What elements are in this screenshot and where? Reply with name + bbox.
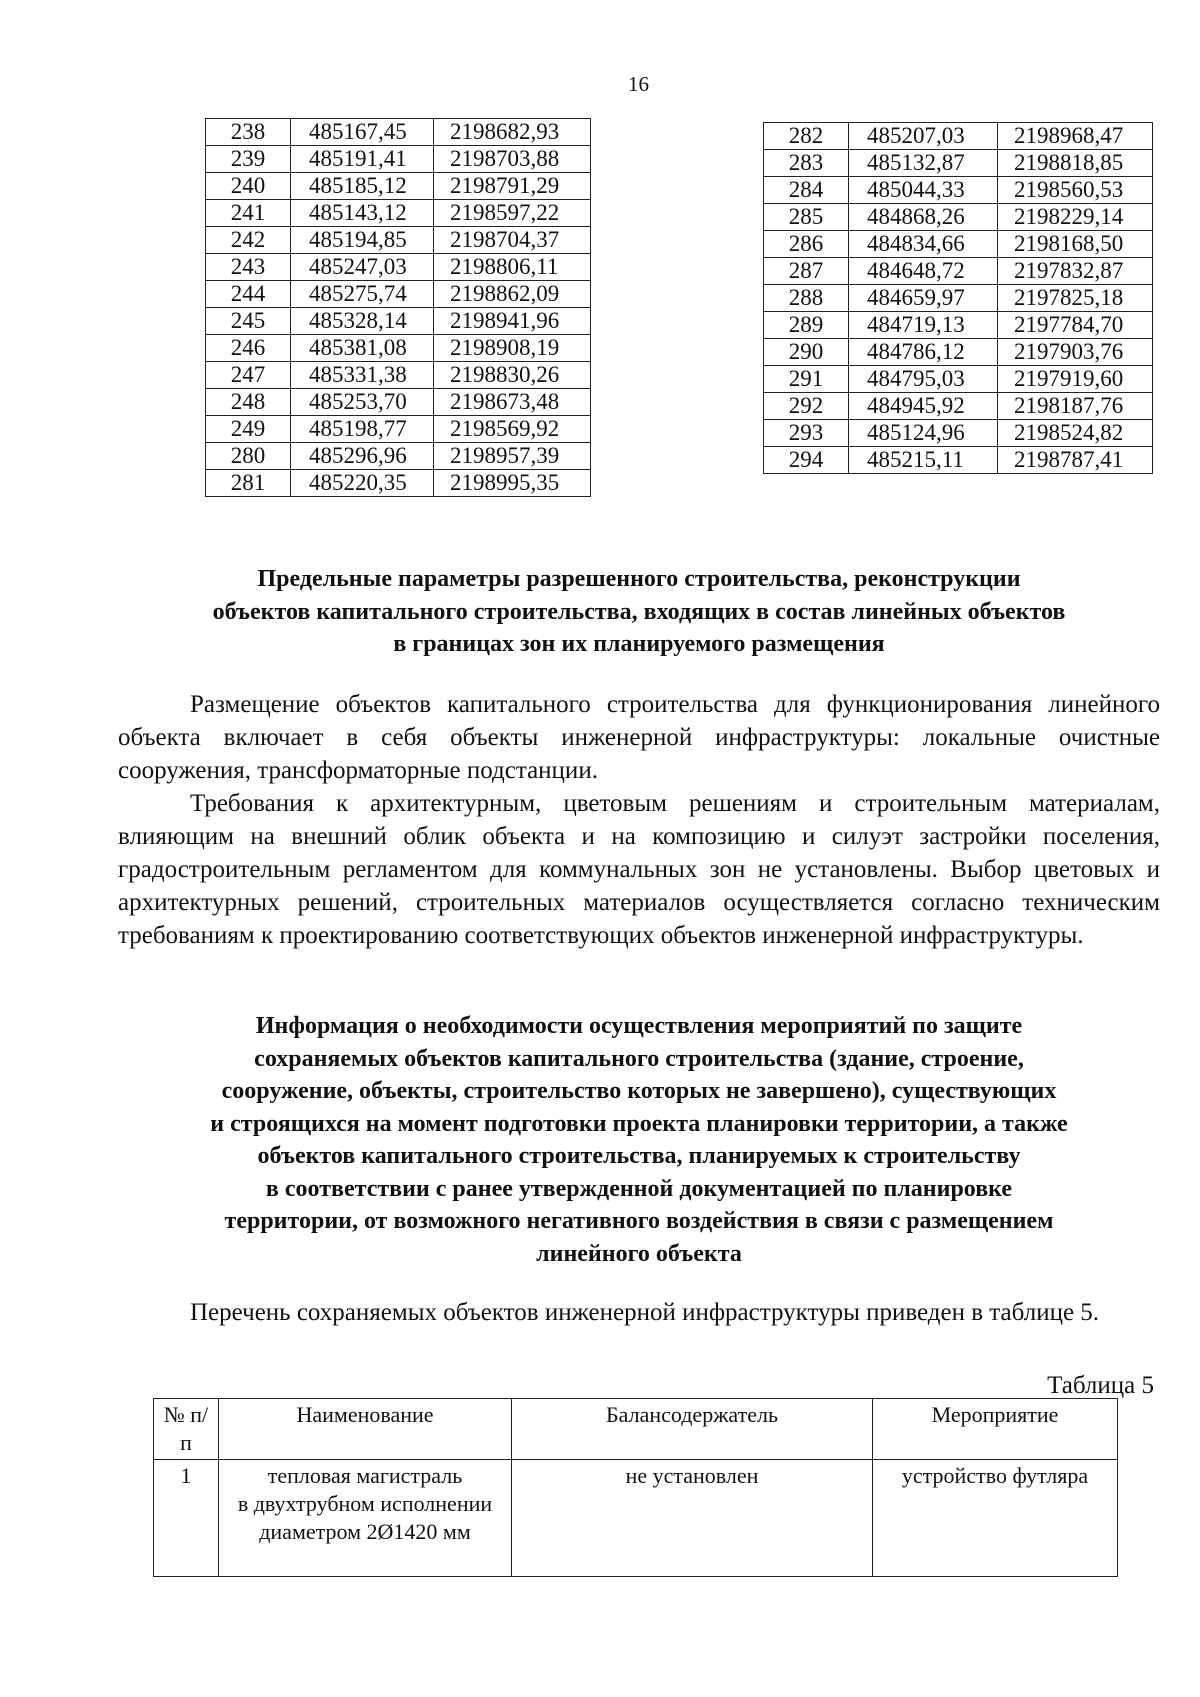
cell-name-line: диаметром 2Ø1420 мм xyxy=(259,1519,471,1544)
point-number: 280 xyxy=(206,443,291,470)
point-number: 284 xyxy=(764,177,849,204)
coordinate-row xyxy=(764,420,1153,447)
coordinate-y: 2198908,19 xyxy=(434,335,591,362)
coordinate-row xyxy=(764,177,1153,204)
coordinate-x: 484945,92 xyxy=(849,393,998,420)
coordinate-row xyxy=(764,366,1153,393)
coordinate-row xyxy=(206,200,591,227)
coordinate-y: 2198941,96 xyxy=(434,308,591,335)
point-number: 288 xyxy=(764,285,849,312)
coordinate-x: 485247,03 xyxy=(291,254,434,281)
coordinate-y: 2198703,88 xyxy=(434,146,591,173)
heading-line: сохраняемых объектов капитального строительства (здание, строение, xyxy=(254,1045,1024,1072)
point-number: 243 xyxy=(206,254,291,281)
paragraph-placement: Размещение объектов капитального строительства для функционирования линейного объекта включает в себя объекты инженерной инфраструктуры: локальные очистные сооружения, трансформаторные подстанции. xyxy=(118,691,1160,784)
coordinate-x: 485044,33 xyxy=(849,177,998,204)
coordinate-y: 2198682,93 xyxy=(434,119,591,146)
heading-line: объектов капитального строительства, планируемых к строительству xyxy=(257,1143,1021,1169)
heading-line: Предельные параметры разрешенного строительства, реконструкции xyxy=(257,566,1021,592)
cell-name xyxy=(219,1460,512,1577)
table-5 xyxy=(153,1398,1118,1577)
point-number: 245 xyxy=(206,308,291,335)
section-heading-parameters xyxy=(110,563,1168,661)
heading-line: в соответствии с ранее утвержденной документацией по планировке xyxy=(265,1175,1013,1202)
coordinate-x: 485194,85 xyxy=(291,227,434,254)
point-number: 291 xyxy=(764,366,849,393)
coordinate-y: 2198704,37 xyxy=(434,227,591,254)
coordinate-y: 2198995,35 xyxy=(434,470,591,497)
coordinate-x: 485198,77 xyxy=(291,416,434,443)
point-number: 285 xyxy=(764,204,849,231)
coordinate-row xyxy=(764,339,1153,366)
coordinate-row xyxy=(206,443,591,470)
coordinate-y: 2198787,41 xyxy=(998,447,1153,474)
coordinate-x: 485124,96 xyxy=(849,420,998,447)
heading-line: объектов капитального строительства, входящих в состав линейных объектов xyxy=(212,598,1066,625)
coordinate-y: 2197784,70 xyxy=(998,312,1153,339)
header-number: № п/п xyxy=(154,1399,219,1460)
coordinate-x: 485132,87 xyxy=(849,150,998,177)
coordinate-row xyxy=(764,150,1153,177)
cell-holder: не установлен xyxy=(512,1460,873,1577)
point-number: 249 xyxy=(206,416,291,443)
coordinate-x: 485328,14 xyxy=(291,308,434,335)
coordinate-y: 2198187,76 xyxy=(998,393,1153,420)
paragraph-requirements: Требования к архитектурным, цветовым решениям и строительным материалам, влияющим на внешний облик объекта и на композицию и силуэт застройки поселения, градостроительным регламентом для коммунальных зон не установлены. Выбор цветовых и архитектурных решений, строительных материалов осуществляется согласно техническим требованиям к проектированию соответствующих объектов инженерной инфраструктуры. xyxy=(118,790,1160,949)
coordinates-table-right xyxy=(763,122,1153,474)
coordinate-row xyxy=(764,204,1153,231)
table-caption: Таблица 5 xyxy=(1047,1372,1154,1399)
coordinate-x: 485220,35 xyxy=(291,470,434,497)
coordinate-y: 2197919,60 xyxy=(998,366,1153,393)
coordinate-y: 2198673,48 xyxy=(434,389,591,416)
coordinate-row xyxy=(764,393,1153,420)
coordinate-row xyxy=(206,119,591,146)
heading-line: и строящихся на момент подготовки проекта планировки территории, а также xyxy=(210,1110,1068,1137)
coordinate-x: 485191,41 xyxy=(291,146,434,173)
table-row xyxy=(154,1460,1118,1577)
heading-line: Информация о необходимости осуществления мероприятий по защите xyxy=(255,1013,1023,1039)
coordinate-y: 2198229,14 xyxy=(998,204,1153,231)
coordinate-row xyxy=(206,389,591,416)
coordinate-y: 2198957,39 xyxy=(434,443,591,470)
point-number: 248 xyxy=(206,389,291,416)
coordinate-y: 2198524,82 xyxy=(998,420,1153,447)
coordinate-row xyxy=(206,416,591,443)
coordinate-x: 485275,74 xyxy=(291,281,434,308)
coordinate-x: 485296,96 xyxy=(291,443,434,470)
header-measure: Мероприятие xyxy=(873,1399,1118,1460)
cell-name-line: тепловая магистраль xyxy=(267,1463,463,1488)
coordinate-row xyxy=(206,173,591,200)
coordinate-row xyxy=(206,470,591,497)
point-number: 292 xyxy=(764,393,849,420)
heading-line: линейного объекта xyxy=(536,1240,742,1267)
heading-line: сооружение, объекты, строительство которых не завершено), существующих xyxy=(221,1078,1057,1104)
header-name: Наименование xyxy=(219,1399,512,1460)
coordinate-x: 485253,70 xyxy=(291,389,434,416)
coordinate-row xyxy=(206,362,591,389)
coordinate-y: 2198791,29 xyxy=(434,173,591,200)
coordinate-y: 2198560,53 xyxy=(998,177,1153,204)
point-number: 290 xyxy=(764,339,849,366)
coordinate-x: 484648,72 xyxy=(849,258,998,285)
coordinate-x: 484868,26 xyxy=(849,204,998,231)
header-holder: Балансодержатель xyxy=(512,1399,873,1460)
coordinate-y: 2198168,50 xyxy=(998,231,1153,258)
coordinate-x: 485207,03 xyxy=(849,123,998,150)
cell-name-line: в двухтрубном исполнении xyxy=(237,1491,493,1516)
point-number: 293 xyxy=(764,420,849,447)
coordinate-y: 2198862,09 xyxy=(434,281,591,308)
coordinate-row xyxy=(206,254,591,281)
coordinate-row xyxy=(206,281,591,308)
point-number: 281 xyxy=(206,470,291,497)
coordinate-x: 484786,12 xyxy=(849,339,998,366)
coordinate-y: 2198597,22 xyxy=(434,200,591,227)
point-number: 247 xyxy=(206,362,291,389)
coordinate-row xyxy=(206,335,591,362)
point-number: 238 xyxy=(206,119,291,146)
coordinate-x: 484795,03 xyxy=(849,366,998,393)
coordinate-x: 485143,12 xyxy=(291,200,434,227)
point-number: 239 xyxy=(206,146,291,173)
coordinate-row xyxy=(764,447,1153,474)
cell-measure: устройство футляра xyxy=(873,1460,1118,1577)
coordinate-x: 485381,08 xyxy=(291,335,434,362)
point-number: 289 xyxy=(764,312,849,339)
coordinate-row xyxy=(206,227,591,254)
coordinate-row xyxy=(764,312,1153,339)
heading-line: в границах зон их планируемого размещения xyxy=(393,631,885,657)
coordinate-x: 484834,66 xyxy=(849,231,998,258)
heading-line: территории, от возможного негативного воздействия в связи с размещением xyxy=(224,1208,1054,1234)
page-number: 16 xyxy=(628,72,649,96)
point-number: 294 xyxy=(764,447,849,474)
coordinate-x: 484719,13 xyxy=(849,312,998,339)
point-number: 287 xyxy=(764,258,849,285)
coordinate-row xyxy=(764,123,1153,150)
coordinate-y: 2198569,92 xyxy=(434,416,591,443)
cell-number: 1 xyxy=(154,1460,219,1577)
coordinate-row xyxy=(764,285,1153,312)
point-number: 242 xyxy=(206,227,291,254)
section-heading-protection xyxy=(110,1010,1168,1270)
coordinate-x: 484659,97 xyxy=(849,285,998,312)
point-number: 246 xyxy=(206,335,291,362)
coordinate-row xyxy=(764,231,1153,258)
point-number: 241 xyxy=(206,200,291,227)
point-number: 244 xyxy=(206,281,291,308)
paragraph-list-reference: Перечень сохраняемых объектов инженерной инфраструктуры приведен в таблице 5. xyxy=(190,1299,1100,1326)
table-header-row xyxy=(154,1399,1118,1460)
point-number: 282 xyxy=(764,123,849,150)
coordinate-row xyxy=(206,308,591,335)
point-number: 286 xyxy=(764,231,849,258)
point-number: 240 xyxy=(206,173,291,200)
coordinates-table-left xyxy=(205,118,591,497)
coordinate-y: 2198806,11 xyxy=(434,254,591,281)
coordinate-x: 485331,38 xyxy=(291,362,434,389)
coordinate-x: 485167,45 xyxy=(291,119,434,146)
point-number: 283 xyxy=(764,150,849,177)
coordinate-y: 2198818,85 xyxy=(998,150,1153,177)
coordinate-y: 2198968,47 xyxy=(998,123,1153,150)
coordinate-row xyxy=(206,146,591,173)
coordinate-row xyxy=(764,258,1153,285)
coordinate-y: 2197825,18 xyxy=(998,285,1153,312)
coordinate-y: 2198830,26 xyxy=(434,362,591,389)
coordinate-x: 485185,12 xyxy=(291,173,434,200)
coordinate-y: 2197903,76 xyxy=(998,339,1153,366)
coordinate-y: 2197832,87 xyxy=(998,258,1153,285)
coordinate-x: 485215,11 xyxy=(849,447,998,474)
